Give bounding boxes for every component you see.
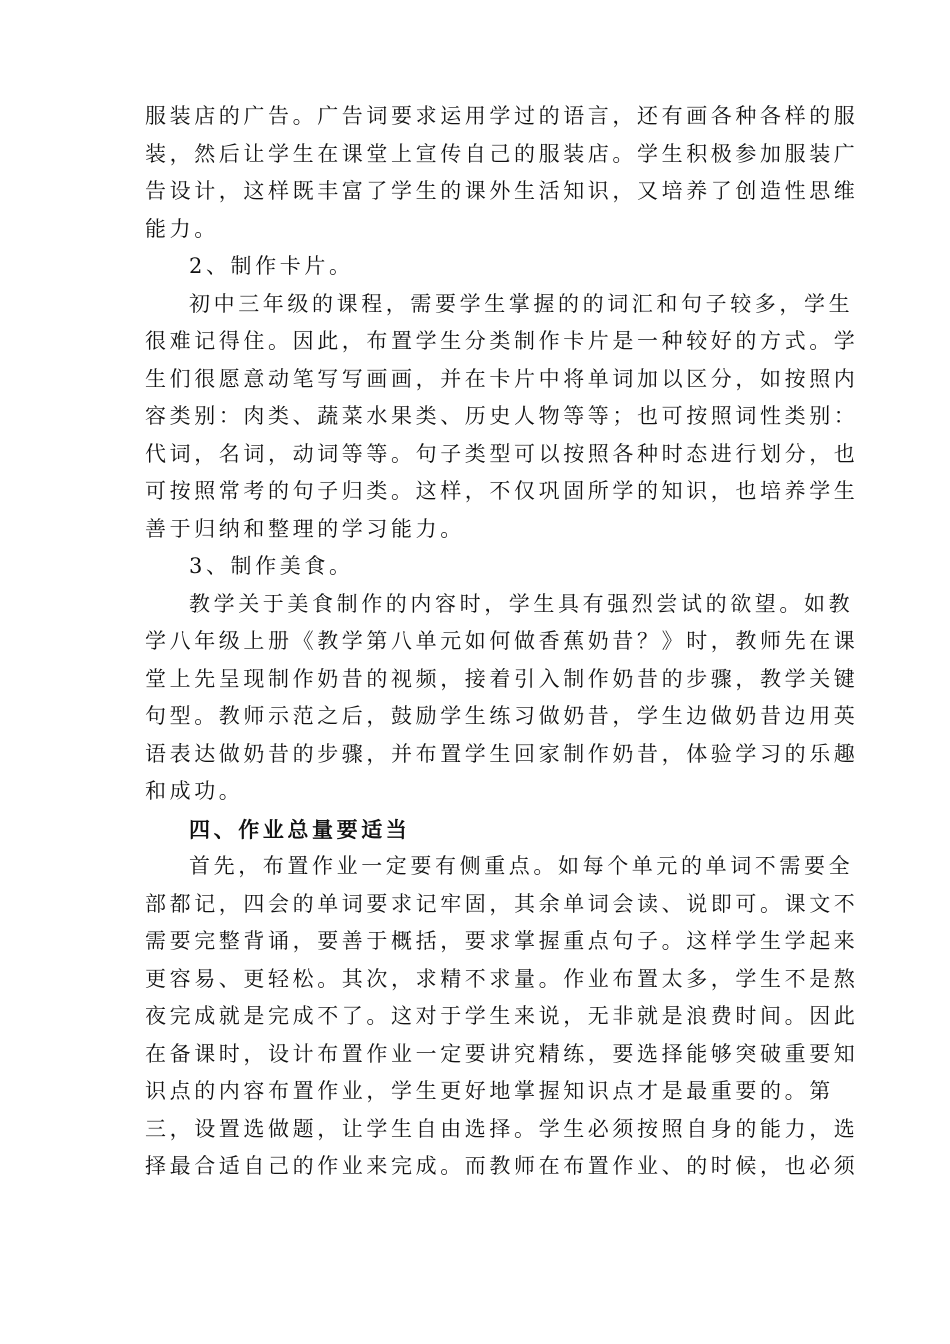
text-line: 三，设置选做题，让学生自由选择。学生必须按照自身的能力，选	[145, 1116, 859, 1141]
text-line: 更容易、更轻松。其次，求精不求量。作业布置太多，学生不是熬	[145, 966, 859, 991]
text-line: 教学关于美食制作的内容时，学生具有强烈尝试的欲望。如教	[189, 591, 854, 616]
text-line: 需要完整背诵，要善于概括，要求掌握重点句子。这样学生学起来	[145, 929, 859, 953]
text-line: 3、制作美食。	[189, 554, 354, 578]
text-line: 学八年级上册《教学第八单元如何做香蕉奶昔？》时，教师先在课	[145, 629, 859, 653]
document-page	[145, 98, 859, 1186]
text-line: 生们很愿意动笔写写画画，并在卡片中将单词加以区分，如按照内	[145, 366, 859, 391]
text-line: 装，然后让学生在课堂上宣传自己的服装店。学生积极参加服装广	[145, 141, 859, 166]
text-line: 初中三年级的课程，需要学生掌握的的词汇和句子较多，学生	[189, 291, 854, 316]
text-line: 在备课时，设计布置作业一定要讲究精练，要选择能够突破重要知	[145, 1041, 859, 1066]
text-line: 择最合适自己的作业来完成。而教师在布置作业、的时候，也必须	[145, 1154, 859, 1178]
text-line: 语表达做奶昔的步骤，并布置学生回家制作奶昔，体验学习的乐趣	[145, 741, 859, 766]
text-line: 和成功。	[145, 779, 244, 803]
text-line: 识点的内容布置作业，学生更好地掌握知识点才是最重要的。第	[145, 1079, 834, 1103]
text-line: 可按照常考的句子归类。这样，不仅巩固所学的知识，也培养学生	[145, 479, 859, 503]
text-line: 堂上先呈现制作奶昔的视频，接着引入制作奶昔的步骤，教学关键	[145, 666, 859, 691]
text-line: 代词，名词，动词等等。句子类型可以按照各种时态进行划分，也	[145, 441, 859, 466]
text-line: 告设计，这样既丰富了学生的课外生活知识，又培养了创造性思维	[145, 179, 859, 203]
text-line: 夜完成就是完成不了。这对于学生来说，无非就是浪费时间。因此	[145, 1004, 859, 1028]
text-line: 能力。	[145, 216, 219, 241]
text-line: 服装店的广告。广告词要求运用学过的语言，还有画各种各样的服	[145, 104, 859, 128]
text-line: 2、制作卡片。	[189, 254, 354, 278]
text-line: 善于归纳和整理的学习能力。	[145, 516, 465, 541]
text-line: 容类别：肉类、蔬菜水果类、历史人物等等；也可按照词性类别：	[145, 404, 859, 428]
text-line: 部都记，四会的单词要求记牢固，其余单词会读、说即可。课文不	[145, 891, 859, 916]
text-line: 首先，布置作业一定要有侧重点。如每个单元的单词不需要全	[189, 854, 854, 878]
section-heading: 四、作业总量要适当	[189, 816, 411, 842]
text-line: 很难记得住。因此，布置学生分类制作卡片是一种较好的方式。学	[145, 329, 859, 353]
text-line: 句型。教师示范之后，鼓励学生练习做奶昔，学生边做奶昔边用英	[145, 704, 859, 728]
